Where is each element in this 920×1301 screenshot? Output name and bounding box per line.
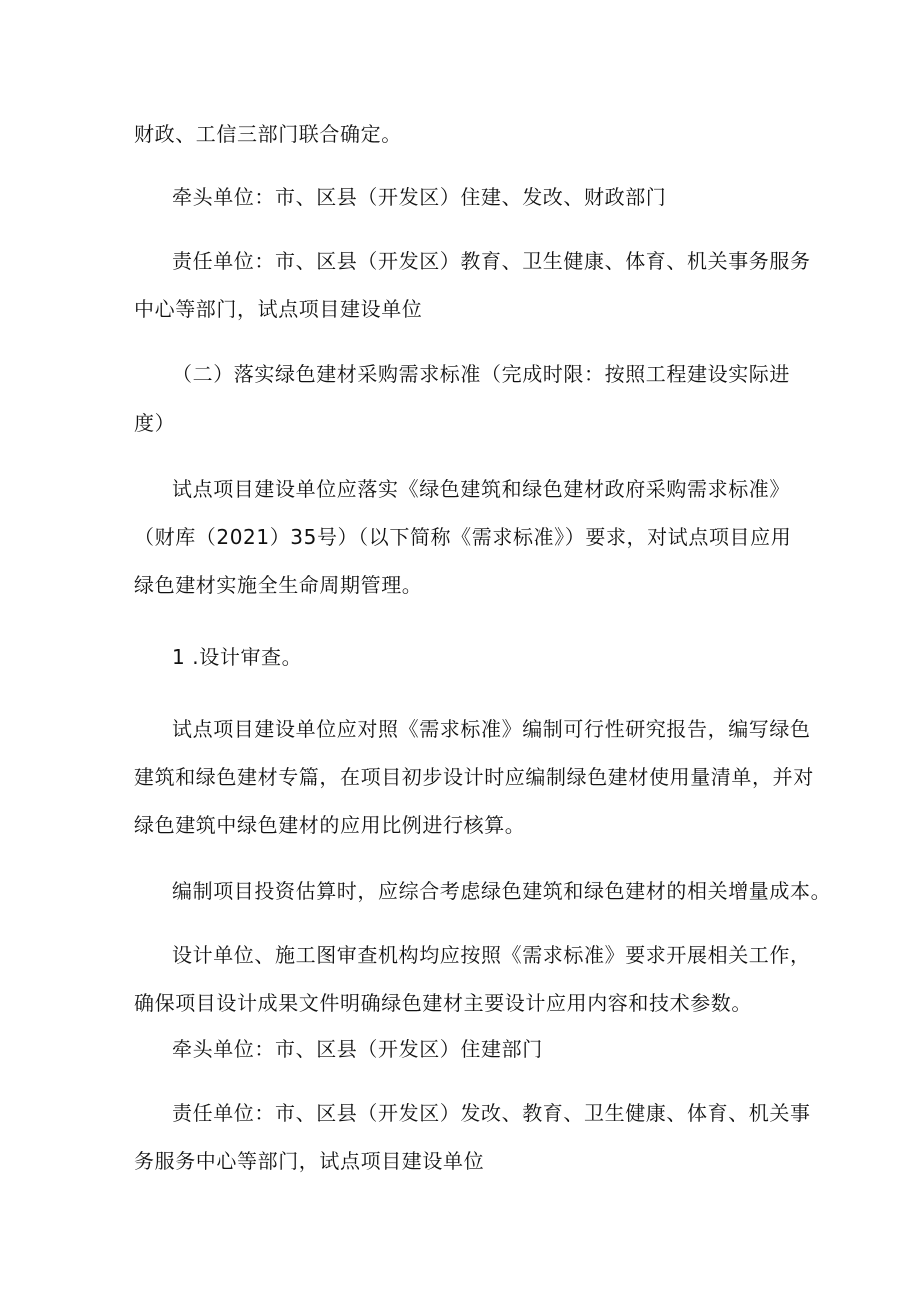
text-line: 财政、工信三部门联合确定。	[134, 122, 402, 146]
text-line: 确保项目设计成果文件明确绿色建材主要设计应用内容和技术参数。	[134, 991, 752, 1015]
text-line: 中心等部门，试点项目建设单位	[134, 297, 423, 321]
text-line: 牵头单位：市、区县（开发区）住建、发改、财政部门	[172, 185, 667, 209]
subheading: 1 .设计审查。	[172, 645, 303, 669]
text-line: 编制项目投资估算时，应综合考虑绿色建筑和绿色建材的相关增量成本。	[172, 879, 832, 903]
text-line: 建筑和绿色建材专篇，在项目初步设计时应编制绿色建材使用量清单，并对	[134, 765, 814, 789]
section-heading: （二）落实绿色建材采购需求标准（完成时限：按照工程建设实际进	[172, 362, 790, 386]
section-heading: 度）	[134, 411, 176, 435]
text-line: 试点项目建设单位应对照《需求标准》编制可行性研究报告，编写绿色	[172, 717, 811, 741]
text-line: （财库（2021）35号）（以下简称《需求标准》）要求，对试点项目应用	[134, 525, 792, 549]
text-line: 务服务中心等部门，试点项目建设单位	[134, 1149, 485, 1173]
text-line: 绿色建材实施全生命周期管理。	[134, 573, 423, 597]
text-line: 试点项目建设单位应落实《绿色建筑和绿色建材政府采购需求标准》	[172, 477, 790, 501]
text-line: 责任单位：市、区县（开发区）发改、教育、卫生健康、体育、机关事	[172, 1101, 811, 1125]
text-line: 牵头单位：市、区县（开发区）住建部门	[172, 1037, 543, 1061]
text-line: 设计单位、施工图审查机构均应按照《需求标准》要求开展相关工作，	[172, 943, 811, 967]
text-line: 责任单位：市、区县（开发区）教育、卫生健康、体育、机关事务服务	[172, 249, 811, 273]
text-line: 绿色建筑中绿色建材的应用比例进行核算。	[134, 813, 526, 837]
